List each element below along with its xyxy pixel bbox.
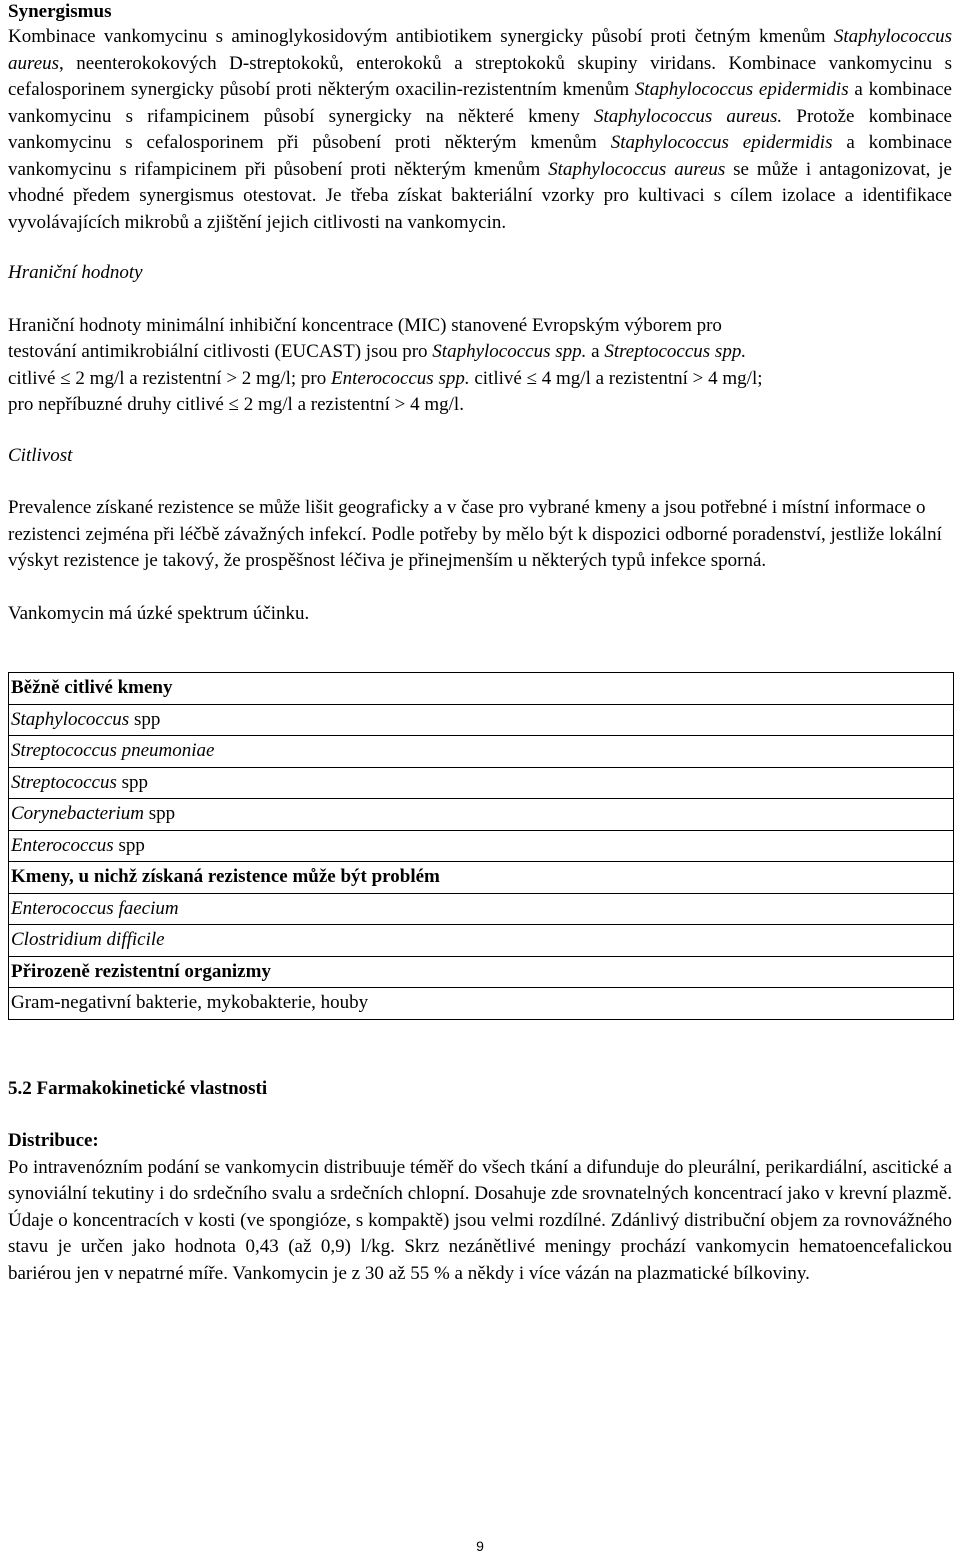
pharmacokinetics-heading: 5.2 Farmakokinetické vlastnosti [8,1077,268,1099]
table-category-cell [9,956,954,988]
table-cell [9,799,954,831]
synergy-species-3: Staphylococcus aureus. [594,105,783,127]
organism-suffix: spp [129,708,161,730]
table-row [9,988,954,1020]
category-label: Běžně citlivé kmeny [11,677,173,699]
organism-name: Streptococcus pneumoniae [11,740,215,762]
table-cell [9,704,954,736]
table-category-cell [9,862,954,894]
organism-name: Staphylococcus [11,708,130,730]
susceptibility-heading: Citlivost [8,444,73,466]
table-row [9,799,954,831]
breakpoints-heading: Hraniční hodnoty [8,262,143,283]
bp-line3-text-e: 4 mg/l a rezistentní > 4 mg/l; [537,367,763,389]
table-row [9,925,954,957]
page-number: 9 [476,1538,484,1554]
organism-suffix: spp [116,771,149,793]
category-label: Přirozeně rezistentní organizmy [11,960,271,982]
synergy-text-i: a kombinace vankomycinu s rifampicinem při působení proti některým kmenům [8,132,952,180]
bp-line4-text-b: 2 mg/l a rezistentní > 4 mg/l. [238,394,464,415]
breakpoints-line-1: Hraniční hodnoty minimální inhibiční koncentrace (MIC) stanovené Evropským výborem pro [8,314,722,336]
synergy-species-2: Staphylococcus epidermidis [634,79,849,100]
organism-suffix: spp [143,803,176,825]
table-row [9,704,954,736]
bp-line3-text-d: citlivé [469,367,527,389]
breakpoints-line-3 [8,366,952,393]
table-cell [9,893,954,925]
document-page [8,0,952,1287]
bp-line3-text-b: 2 mg/l a rezistentní > 2 mg/l; pro [70,367,331,389]
distribution-paragraph: Po intravenózním podání se vankomycin distribuuje téměř do všech tkání a difunduje do pleurální, perikardiální, ascitické a synoviální tekutiny i do srdečního svalu a srdečních chlopní. Dosahuje zde srovnatelných koncentrací jako v krevní plazmě. Údaje o koncentracích v kosti (ve spongióze, s kompaktě) jsou velmi rozdílné. Zdánlivý distribuční objem za rovnovážného stavu je určen jako hodnota 0,43 (až 0,9) l/kg. Skrz nezánětlivé meningy prochází vankomycin hematoencefalickou bariérou jen v nepatrné míře. Vankomycin je z 30 až 55 % a někdy i více vázán na plazmatické bílkoviny. [8,1156,952,1284]
bp-line2-and: a [586,341,605,362]
bp-line4-text-a: pro nepříbuzné druhy citlivé [8,394,229,415]
bp-line3-text-a: citlivé [8,367,61,389]
synergy-species-5: Staphylococcus aureus [548,158,726,180]
table-cell [9,925,954,957]
organism-name: Gram-negativní bakterie, mykobakterie, houby [11,992,369,1014]
synergy-species-1: Staphylococcus aureus [8,26,952,74]
table-row [9,830,954,862]
distribution-heading: Distribuce: [8,1130,99,1151]
breakpoints-line-2 [8,339,952,366]
synergy-species-4: Staphylococcus epidermidis [610,132,833,153]
organism-name: Clostridium difficile [11,929,165,951]
synergy-text-c: , neenterokokových D-streptokoků, enterokoků a streptokoků skupiny viridans. Kombinace vankomycinu s cefalosporinem synergicky působí proti některým oxacilin-rezistentním kmenům [8,52,952,100]
synergy-text-k: se může i antagonizovat, je vhodné předem synergismus otestovat. Je třeba získat bakteriální vzorky pro kultivaci s cílem izolace a identifikace vyvolávajících mikrobů a zjištění jejich citlivosti na vankomycin. [8,158,952,233]
table-row [9,736,954,768]
less-equal-symbol: ≤ [526,367,538,389]
table-row [9,767,954,799]
table-row [9,956,954,988]
less-equal-symbol: ≤ [228,394,239,415]
organism-name: Enterococcus [11,834,114,856]
table-row [9,893,954,925]
synergy-text-g: Protože kombinace vankomycinu s cefalosporinem při působení proti některým kmenům [8,105,952,153]
strains-table [8,672,954,1020]
bp-strep-spp: Streptococcus spp. [604,341,747,362]
table-cell [9,736,954,768]
table-cell [9,767,954,799]
table-row [9,673,954,705]
organism-name: Corynebacterium [11,803,144,825]
bp-line2-text: testování antimikrobiální citlivosti (EUCAST) jsou pro [8,341,433,362]
organism-name: Enterococcus faecium [11,897,179,919]
spectrum-sentence: Vankomycin má úzké spektrum účinku. [8,602,310,624]
synergy-paragraph [8,24,952,236]
synergy-text-a: Kombinace vankomycinu s aminoglykosidovým antibiotikem synergicky působí proti četným kmenům [8,26,834,47]
susceptibility-paragraph: Prevalence získané rezistence se může lišit geograficky a v čase pro vybrané kmeny a jsou potřebné i místní informace o rezistenci zejména při léčbě závažných infekcí. Podle potřeby by mělo být k dispozici odborné poradenství, jestliže lokální výskyt rezistence je takový, že prospěšnost léčiva je přinejmenším u některých typů infekce sporná. [8,497,942,571]
bp-staph-spp: Staphylococcus spp. [432,341,587,362]
table-cell [9,988,954,1020]
organism-name: Streptococcus [11,771,117,793]
less-equal-symbol: ≤ [60,367,71,389]
strains-table-body [9,673,954,1020]
breakpoints-line-4 [8,392,952,419]
synergy-heading: Synergismus [8,1,112,22]
synergy-text-e: a kombinace vankomycinu s rifampicinem působí synergicky na některé kmeny [8,79,952,127]
organism-suffix: spp [113,834,145,856]
category-label: Kmeny, u nichž získaná rezistence může být problém [11,866,440,888]
bp-entero-spp: Enterococcus spp. [331,367,470,389]
table-row [9,862,954,894]
table-cell [9,830,954,862]
table-category-cell [9,673,954,705]
